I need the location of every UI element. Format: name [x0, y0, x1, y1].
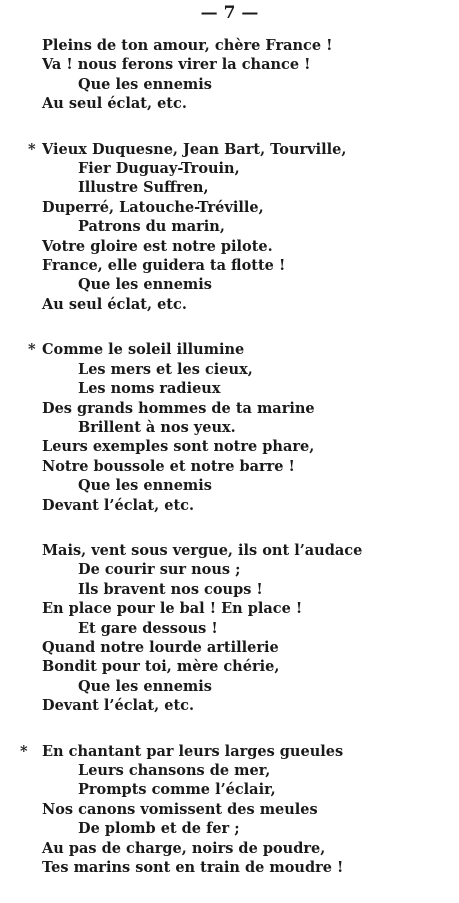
verse-line: Et gare dessous ! [78, 619, 218, 637]
verse-line: Que les ennemis [78, 677, 212, 695]
verse-line: Brillent à nos yeux. [78, 418, 236, 436]
verse-line: Au seul éclat, etc. [42, 95, 187, 113]
stanza-2 [20, 140, 450, 315]
stanza-1 [20, 36, 450, 114]
verse-line: * En chantant par leurs larges gueules [20, 742, 344, 760]
verse-line: Ils bravent nos coups ! [78, 580, 263, 598]
verse-line: Pleins de ton amour, chère France ! [42, 37, 333, 54]
verse-line: Tes marins sont en train de moudre ! [42, 859, 344, 877]
verse-line: Fier Duguay-Trouin, [78, 160, 240, 178]
verse-line: Mais, vent sous vergue, ils ont l’audace [42, 541, 363, 559]
verse-line: Prompts comme l’éclair, [78, 781, 276, 799]
verse-line: Va ! nous ferons virer la chance ! [42, 56, 311, 74]
stanza-asterisk-marker: * [20, 742, 28, 760]
verse-line: De plomb et de fer ; [78, 820, 240, 838]
verse-line: Patrons du marin, [78, 218, 225, 236]
stanza-4 [20, 541, 450, 716]
verse-line: Les noms radieux [78, 380, 221, 398]
verse-line: Au seul éclat, etc. [42, 295, 187, 313]
stanza-asterisk-marker: * [28, 140, 36, 158]
verse-line: Que les ennemis [78, 276, 212, 294]
verse-line: Leurs chansons de mer, [78, 762, 271, 779]
verse-line: Notre boussole et notre barre ! [42, 457, 295, 475]
page-number: — 7 — [200, 3, 259, 23]
verse-line: * Comme le soleil illumine [28, 341, 245, 359]
stanza-asterisk-marker: * [28, 341, 36, 359]
verse-line: Quand notre lourde artillerie [42, 638, 279, 656]
verse-line: Devant l’éclat, etc. [42, 496, 195, 514]
verse-line: Bondit pour toi, mère chérie, [42, 658, 280, 676]
verse-line: Au pas de charge, noirs de poudre, [42, 839, 326, 857]
verse-line: Leurs exemples sont notre phare, [42, 438, 315, 456]
verse-line: Des grands hommes de ta marine [42, 399, 315, 417]
verse-line: Nos canons vomissent des meules [42, 800, 318, 818]
stanza-3 [20, 340, 450, 515]
verse-line: Illustre Suffren, [78, 179, 209, 197]
verse-line: Duperré, Latouche-Tréville, [42, 198, 264, 216]
verse-line: Que les ennemis [78, 477, 212, 495]
verse-line: Devant l’éclat, etc. [42, 697, 195, 715]
verse-line: Les mers et les cieux, [78, 360, 253, 378]
poem-body [20, 36, 450, 903]
verse-line: * Vieux Duquesne, Jean Bart, Tourville, [28, 140, 347, 158]
stanza-5 [20, 742, 450, 878]
verse-line: Que les ennemis [78, 75, 212, 93]
verse-line: En place pour le bal ! En place ! [42, 600, 303, 618]
verse-line: Votre gloire est notre pilote. [42, 237, 273, 255]
verse-line: De courir sur nous ; [78, 561, 241, 579]
verse-line: France, elle guidera ta flotte ! [42, 257, 286, 275]
